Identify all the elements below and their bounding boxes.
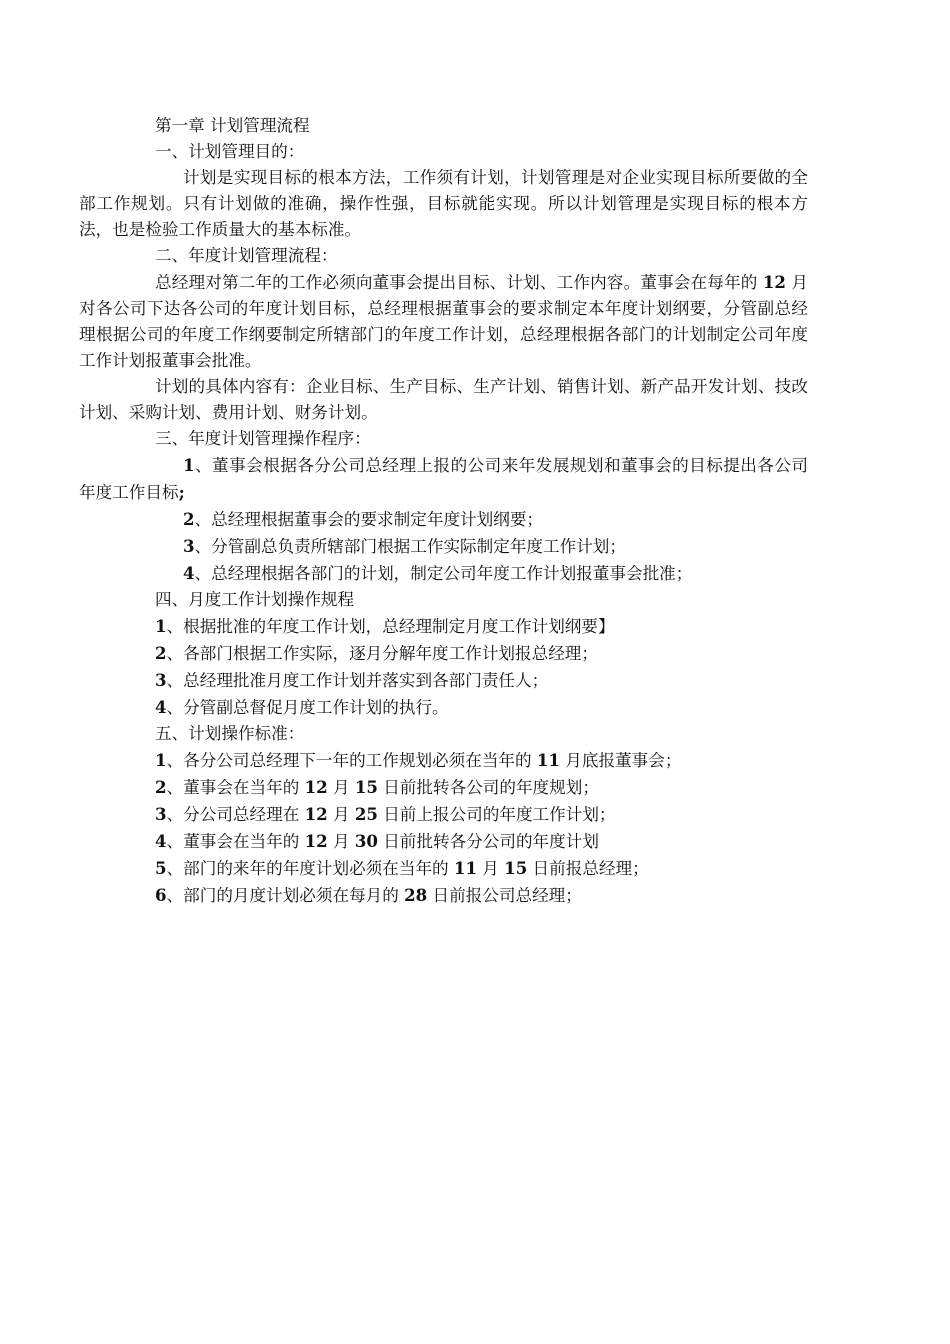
item-text: 月	[332, 805, 350, 824]
section-5-item-4	[79, 828, 808, 855]
item-number: 2	[183, 509, 195, 529]
item-text: 日前批转各公司的年度规划；	[383, 778, 599, 797]
item-day: 28	[404, 885, 428, 905]
item-number: 4	[155, 831, 167, 851]
item-number: 1	[155, 616, 167, 636]
item-number: 1	[155, 750, 167, 770]
item-number: 4	[155, 697, 167, 717]
section-1-heading: 一、计划管理目的：	[155, 142, 305, 161]
item-text: 月	[332, 832, 350, 851]
section-5-item-6	[79, 882, 808, 909]
item-text: 、董事会在当年的	[166, 832, 300, 851]
section-3-item-1	[79, 452, 808, 506]
item-text: 、董事会在当年的	[166, 778, 300, 797]
document-body	[79, 113, 808, 909]
item-number: 5	[155, 858, 167, 878]
item-number: 4	[183, 563, 195, 583]
item-day: 25	[354, 804, 378, 824]
section-3-item-2	[79, 506, 808, 533]
item-month: 12	[304, 831, 328, 851]
item-text: 、部门的月度计划必须在每月的	[166, 886, 399, 905]
item-text: 月底报董事会；	[565, 751, 682, 770]
item-text: 、总经理根据董事会的要求制定年度计划纲要；	[194, 510, 544, 529]
section-4-item-1	[79, 613, 808, 640]
section-5-item-2	[79, 774, 808, 801]
item-month: 12	[304, 777, 328, 797]
section-2-heading: 二、年度计划管理流程：	[155, 246, 338, 265]
item-month: 11	[536, 750, 560, 770]
section-2-paragraph-1-part-b: 月对各公司下达各公司的年度计划目标，总经理根据董事会的要求制定本年度计划纲要，分管副总经理根据公司的年度工作纲要制定所辖部门的年度工作计划，总经理根据各部门的计划制定公司年度工作计划报董事会批准。	[79, 273, 808, 370]
section-3-heading: 三、年度计划管理操作程序：	[155, 429, 371, 448]
item-number: 1	[183, 455, 195, 475]
item-text: 日前报总经理；	[532, 859, 649, 878]
item-text: 日前报公司总经理；	[432, 886, 582, 905]
section-4-heading: 四、月度工作计划操作规程	[155, 590, 355, 609]
item-day: 30	[354, 831, 378, 851]
section-5-item-5	[79, 855, 808, 882]
section-2-paragraph-2: 计划的具体内容有：企业目标、生产目标、生产计划、销售计划、新产品开发计划、技改计划、采购计划、费用计划、财务计划。	[79, 377, 808, 422]
section-5-item-1	[79, 747, 808, 774]
item-number: 2	[155, 643, 167, 663]
item-number: 3	[155, 804, 167, 824]
item-text: 日前上报公司的年度工作计划；	[383, 805, 616, 824]
section-1-paragraph: 计划是实现目标的根本方法，工作须有计划，计划管理是对企业实现目标所要做的全部工作规划。只有计划做的准确，操作性强，目标就能实现。所以计划管理是实现目标的根本方法，也是检验工作质量大的基本标准。	[79, 168, 808, 239]
item-text: 、部门的来年的年度计划必须在当年的	[166, 859, 449, 878]
section-3-item-4	[79, 560, 808, 587]
item-text: 、董事会根据各分公司总经理上报的公司来年发展规划和董事会的目标提出各公司年度工作目标	[79, 456, 808, 502]
item-number: 3	[183, 536, 195, 556]
item-number: 3	[155, 670, 167, 690]
section-2-paragraph-1	[79, 269, 808, 374]
item-text: 、分管副总督促月度工作计划的执行。	[166, 698, 449, 717]
item-text: 日前批转各分公司的年度计划	[383, 832, 599, 851]
item-text: 、总经理批准月度工作计划并落实到各部门责任人；	[166, 671, 549, 690]
chapter-title: 第一章 计划管理流程	[155, 116, 310, 135]
item-month: 12	[304, 804, 328, 824]
item-month: 11	[453, 858, 478, 878]
item-text: 月	[482, 859, 499, 878]
item-number: 2	[155, 777, 167, 797]
item-tail: ;	[178, 482, 185, 502]
section-4-item-3	[79, 667, 808, 694]
section-4-item-4	[79, 694, 808, 721]
section-4-item-2	[79, 640, 808, 667]
item-text: 、各分公司总经理下一年的工作规划必须在当年的	[166, 751, 532, 770]
item-text: 、各部门根据工作实际，逐月分解年度工作计划报总经理；	[166, 644, 598, 663]
item-number: 6	[155, 885, 167, 905]
item-day: 15	[504, 858, 528, 878]
item-text: 、根据批准的年度工作计划，总经理制定月度工作计划纲要】	[166, 617, 615, 636]
item-text: 、总经理根据各部门的计划，制定公司年度工作计划报董事会批准；	[194, 564, 693, 583]
item-text: 、分管副总负责所辖部门根据工作实际制定年度工作计划；	[194, 537, 626, 556]
item-text: 月	[332, 778, 350, 797]
section-5-heading: 五、计划操作标准：	[155, 724, 305, 743]
section-5-item-3	[79, 801, 808, 828]
section-2-paragraph-1-part-a: 总经理对第二年的工作必须向董事会提出目标、计划、工作内容。董事会在每年的	[155, 273, 758, 292]
section-3-item-3	[79, 533, 808, 560]
month-number: 12	[762, 272, 786, 292]
item-text: 、分公司总经理在	[166, 805, 300, 824]
item-day: 15	[354, 777, 378, 797]
